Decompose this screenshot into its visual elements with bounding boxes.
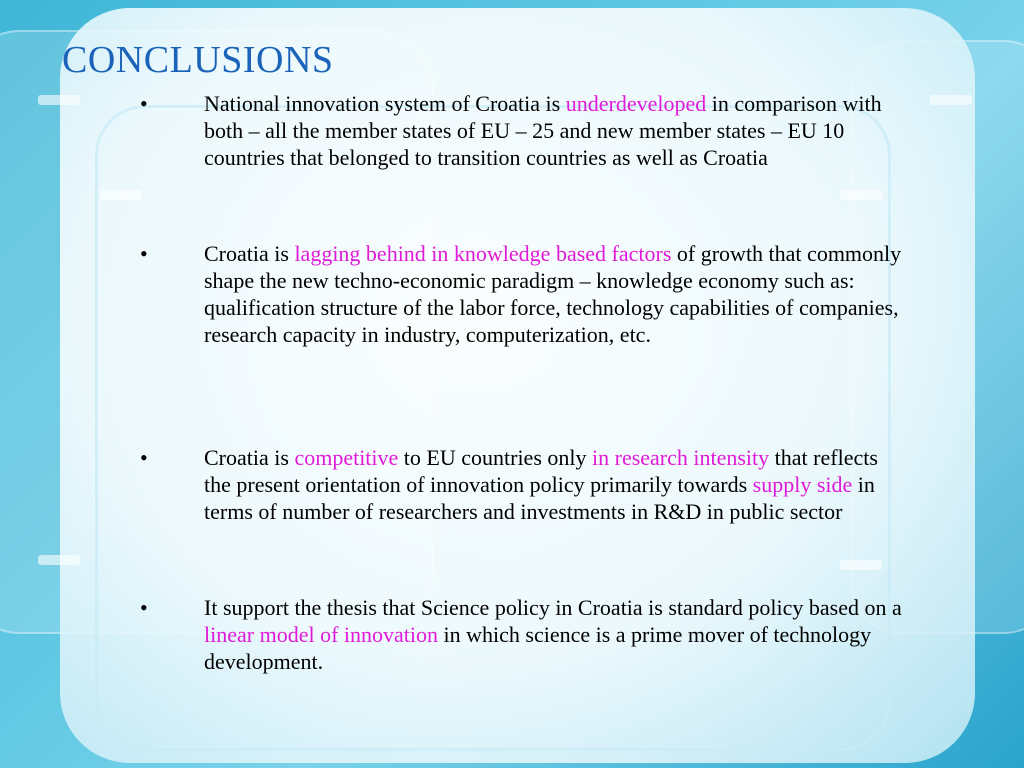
bullet-text [204, 444, 904, 525]
text-run: that reflects the present orientation of innovation policy primarily towards [204, 445, 878, 497]
highlight-text: lagging behind in knowledge based factors [294, 241, 672, 266]
bullet-text [204, 594, 904, 675]
text-run: in terms of number of researchers and investments in R&D in public sector [204, 472, 875, 524]
bullet-point: • [140, 445, 148, 470]
decor-bar [840, 560, 882, 570]
text-run: to EU countries only [398, 445, 592, 470]
highlight-text: linear model of innovation [204, 622, 438, 647]
decor-bar [840, 190, 882, 200]
text-run: National innovation system of Croatia is [204, 91, 566, 116]
decor-bar [38, 555, 80, 565]
bullet-text [204, 240, 904, 348]
text-run: of growth that commonly shape the new techno-economic paradigm – knowledge economy such as: qualification structure of the labor force, technology capabilities of companies, research capacity in industry, computerization, etc. [204, 241, 902, 347]
bullet-text [204, 90, 904, 171]
decor-bar [930, 95, 972, 105]
text-run: Croatia is [204, 241, 295, 266]
highlight-text: competitive [294, 445, 399, 470]
highlight-text: supply side [752, 472, 853, 497]
highlight-text: in research intensity [592, 445, 770, 470]
text-run: It support the thesis that Science policy in Croatia is standard policy based on a [204, 595, 902, 620]
text-run: in comparison with both – all the member states of EU – 25 and new member states – EU 10 countries that belonged to transition countries as well as Croatia [204, 91, 882, 170]
bullet-point: • [140, 595, 148, 620]
slide-title: CONCLUSIONS [62, 39, 334, 81]
text-run: Croatia is [204, 445, 295, 470]
highlight-text: underdeveloped [565, 91, 707, 116]
decor-bar [38, 95, 80, 105]
bullet-point: • [140, 91, 148, 116]
decor-bar [100, 190, 142, 200]
bullet-point: • [140, 241, 148, 266]
text-run: in which science is a prime mover of technology development. [204, 622, 872, 674]
